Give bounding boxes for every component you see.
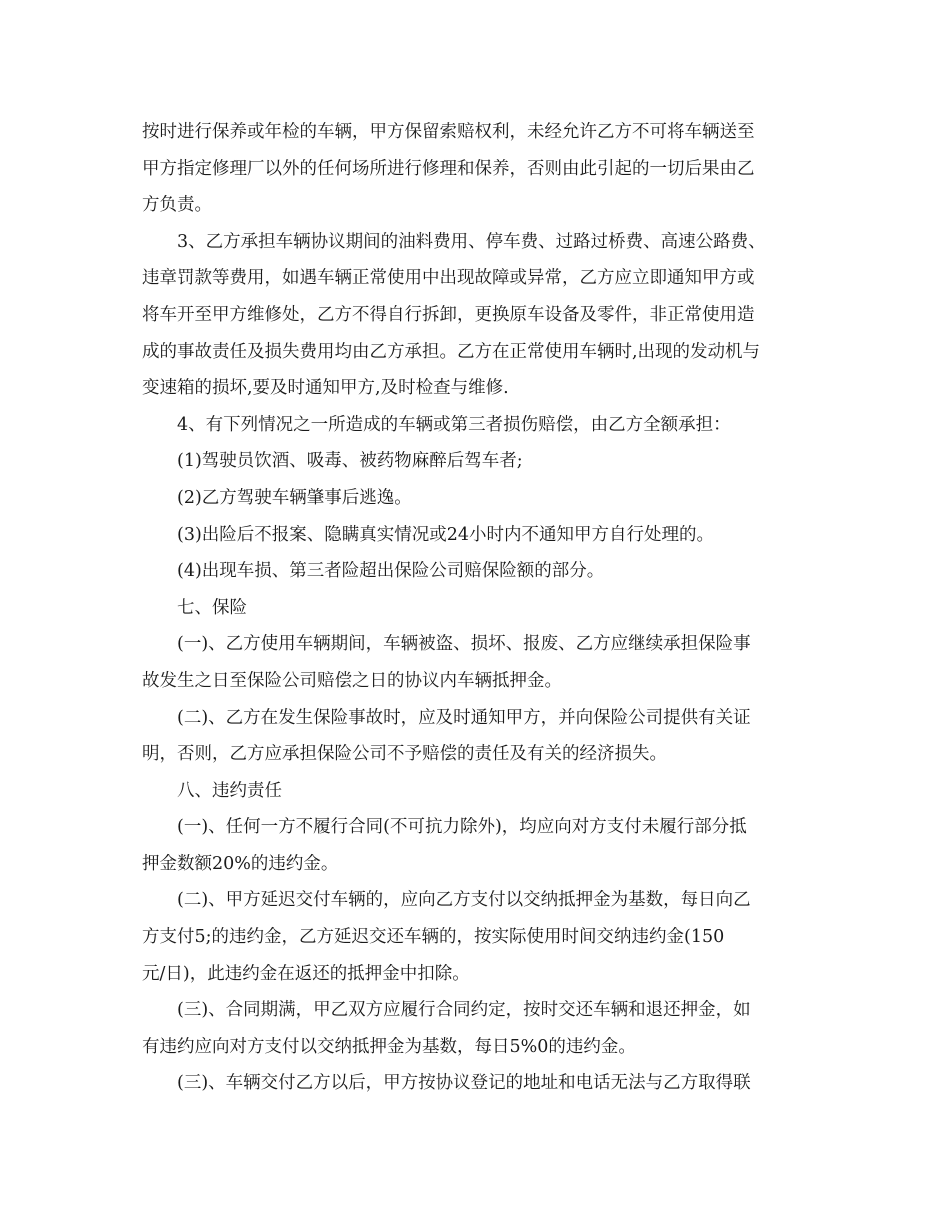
text-line: 元/日)，此违约金在返还的抵押金中扣除。 (142, 963, 470, 984)
text-line: 按时进行保养或年检的车辆，甲方保留索赔权利，未经允许乙方不可将车辆送至 (142, 122, 755, 142)
text-line: 八、违约责任 (177, 780, 282, 801)
text-line: (4)出现车损、第三者险超出保险公司赔保险额的部分。 (177, 561, 605, 582)
text-line: 方负责。 (142, 195, 212, 216)
text-line: 成的事故责任及损失费用均由乙方承担。乙方在正常使用车辆时,出现的发动机与 (142, 341, 761, 362)
text-line: (2)乙方驾驶车辆肇事后逃逸。 (177, 487, 412, 508)
text-line: 3、乙方承担车辆协议期间的油料费用、停车费、过路过桥费、高速公路费、 (177, 231, 766, 252)
text-line: (三)、车辆交付乙方以后，甲方按协议登记的地址和电话无法与乙方取得联 (177, 1073, 751, 1094)
text-line: 将车开至甲方维修处，乙方不得自行拆卸，更换原车设备及零件，非正常使用造 (142, 304, 755, 325)
text-line: 有违约应向对方支付以交纳抵押金为基数，每日5%0的违约金。 (142, 1036, 636, 1057)
text-line: (1)驾驶员饮酒、吸毒、被药物麻醉后驾车者; (177, 451, 523, 472)
document-body (142, 114, 802, 1102)
text-line: (二)、甲方延迟交付车辆的，应向乙方支付以交纳抵押金为基数，每日向乙 (177, 890, 751, 911)
text-line: 变速箱的损坏,要及时通知甲方,及时检查与维修. (142, 378, 509, 399)
text-line: 4、有下列情况之一所造成的车辆或第三者损伤赔偿，由乙方全额承担： (177, 414, 731, 435)
text-line: 押金数额20%的违约金。 (142, 853, 339, 874)
text-line: 方支付5;的违约金，乙方延迟交还车辆的，按实际使用时间交纳违约金(150 (142, 927, 725, 948)
text-line: (二)、乙方在发生保险事故时，应及时通知甲方，并向保险公司提供有关证 (177, 707, 751, 728)
text-line: 七、保险 (177, 597, 247, 618)
text-line: (一)、任何一方不履行合同(不可抗力除外)，均应向对方支付未履行部分抵 (177, 817, 747, 838)
text-line: 明，否则，乙方应承担保险公司不予赔偿的责任及有关的经济损失。 (142, 744, 667, 765)
text-line: 违章罚款等费用，如遇车辆正常使用中出现故障或异常，乙方应立即通知甲方或 (142, 268, 755, 289)
text-line: (三)、合同期满，甲乙双方应履行合同约定，按时交还车辆和退还押金，如 (177, 1000, 751, 1021)
text-line: (3)出险后不报案、隐瞒真实情况或24小时内不通知甲方自行处理的。 (177, 524, 715, 545)
text-line: (一)、乙方使用车辆期间，车辆被盗、损坏、报废、乙方应继续承担保险事 (177, 634, 751, 655)
text-line: 甲方指定修理厂以外的任何场所进行修理和保养，否则由此引起的一切后果由乙 (142, 158, 755, 179)
text-line: 故发生之日至保险公司赔偿之日的协议内车辆抵押金。 (142, 670, 562, 691)
